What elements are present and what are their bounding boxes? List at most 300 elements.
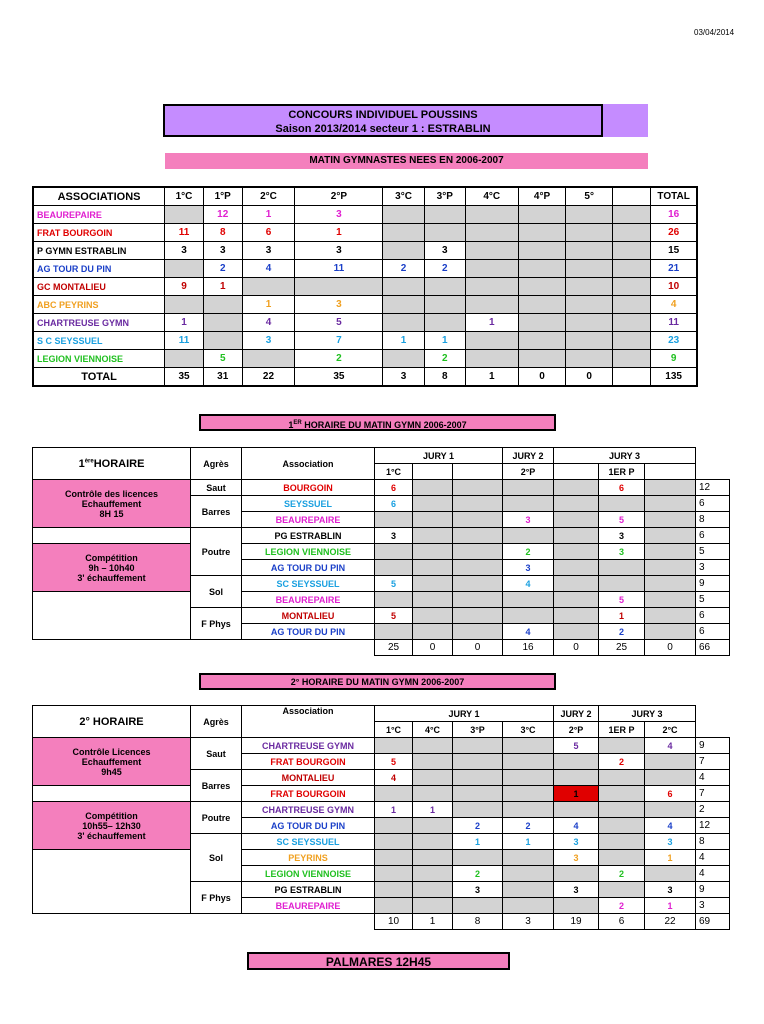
- schedule-row: [33, 480, 730, 496]
- first-schedule-banner: [199, 414, 556, 431]
- summary-cell: [424, 206, 465, 224]
- row-count: 6: [696, 624, 730, 640]
- score-cell: 1: [554, 786, 599, 802]
- association-cell: MONTALIEU: [242, 608, 375, 624]
- jury2-header: JURY 2: [554, 706, 599, 722]
- score-cell: [599, 850, 645, 866]
- score-cell: [453, 512, 503, 528]
- score-cell: 5: [375, 754, 413, 770]
- schedule-row: [33, 850, 730, 866]
- total-cell: 31: [203, 368, 242, 387]
- summary-cell: [612, 224, 650, 242]
- summary-cell: [203, 332, 242, 350]
- empty-cell: [696, 464, 730, 480]
- score-cell: 2: [503, 818, 554, 834]
- score-cell: [375, 818, 413, 834]
- association-cell: SC SEYSSUEL: [242, 834, 375, 850]
- summary-cell: [518, 224, 566, 242]
- schedule-total-cell: 6: [599, 914, 645, 930]
- score-cell: [554, 576, 599, 592]
- total-cell: 35: [295, 368, 383, 387]
- score-cell: [599, 882, 645, 898]
- total-cell: 35: [165, 368, 204, 387]
- summary-cell: [383, 350, 424, 368]
- summary-cell: 2: [203, 260, 242, 278]
- category-header: [453, 464, 503, 480]
- row-count: 12: [696, 818, 730, 834]
- schedule-left-text: Compétition: [85, 810, 138, 821]
- score-cell: [453, 480, 503, 496]
- schedule-left-text: 9h – 10h40: [88, 562, 135, 573]
- summary-column-header: [612, 187, 650, 206]
- score-cell: [503, 496, 554, 512]
- score-cell: 3: [554, 850, 599, 866]
- summary-cell: [165, 260, 204, 278]
- score-cell: [413, 608, 453, 624]
- row-count: 8: [696, 834, 730, 850]
- score-cell: [554, 560, 599, 576]
- summary-cell: 11: [295, 260, 383, 278]
- blank-cell: [33, 914, 375, 930]
- summary-cell: [465, 278, 518, 296]
- jury2-header: JURY 2: [503, 448, 554, 464]
- summary-cell: [612, 278, 650, 296]
- row-count: 3: [696, 898, 730, 914]
- score-cell: [599, 576, 645, 592]
- apparatus-cell: Sol: [191, 834, 242, 882]
- score-cell: [503, 528, 554, 544]
- category-header: 2°C: [645, 722, 696, 738]
- score-cell: [645, 624, 696, 640]
- score-cell: [375, 544, 413, 560]
- score-cell: [413, 882, 453, 898]
- summary-row: [33, 224, 697, 242]
- summary-cell: [424, 314, 465, 332]
- score-cell: 6: [645, 786, 696, 802]
- schedule-left-cell: [33, 802, 191, 850]
- summary-column-header: 4°P: [518, 187, 566, 206]
- score-cell: [413, 898, 453, 914]
- row-count: 9: [696, 576, 730, 592]
- association-cell: MONTALIEU: [242, 770, 375, 786]
- score-cell: [375, 866, 413, 882]
- score-cell: 5: [554, 738, 599, 754]
- summary-column-header: 2°P: [295, 187, 383, 206]
- summary-cell: 15: [651, 242, 697, 260]
- total-cell: 8: [424, 368, 465, 387]
- agres-header: Agrès: [191, 706, 242, 738]
- score-cell: [554, 754, 599, 770]
- summary-cell: 4: [242, 260, 295, 278]
- score-cell: [453, 496, 503, 512]
- summary-column-header: 1°P: [203, 187, 242, 206]
- summary-cell: 1: [242, 206, 295, 224]
- schedule-total-cell: 25: [375, 640, 413, 656]
- summary-cell: 2: [295, 350, 383, 368]
- score-cell: [453, 786, 503, 802]
- association-cell: SEYSSUEL: [242, 496, 375, 512]
- schedule-title-text: HORAIRE: [93, 457, 145, 470]
- summary-cell: [566, 332, 613, 350]
- score-cell: [645, 608, 696, 624]
- empty-cell: [696, 448, 730, 464]
- score-cell: [453, 608, 503, 624]
- summary-column-header: ASSOCIATIONS: [33, 187, 165, 206]
- score-cell: [375, 560, 413, 576]
- title-banner: [163, 104, 603, 137]
- score-cell: [554, 624, 599, 640]
- score-cell: [375, 624, 413, 640]
- summary-cell: [518, 314, 566, 332]
- association-cell: AG TOUR DU PIN: [242, 818, 375, 834]
- score-cell: [599, 818, 645, 834]
- score-cell: [554, 512, 599, 528]
- schedule-left-cell: [33, 738, 191, 786]
- score-cell: 4: [503, 624, 554, 640]
- row-count: 5: [696, 592, 730, 608]
- summary-cell: [424, 224, 465, 242]
- summary-cell: 7: [295, 332, 383, 350]
- row-count: 8: [696, 512, 730, 528]
- summary-cell: [518, 332, 566, 350]
- total-cell: 1: [465, 368, 518, 387]
- category-header: 4°C: [413, 722, 453, 738]
- association-cell: PEYRINS: [242, 850, 375, 866]
- association-header: Association: [242, 706, 375, 738]
- summary-cell: [242, 278, 295, 296]
- score-cell: [453, 738, 503, 754]
- score-cell: [554, 496, 599, 512]
- score-cell: [599, 786, 645, 802]
- schedule-total-cell: 1: [413, 914, 453, 930]
- schedule-left-text: 10h55– 12h30: [82, 820, 141, 831]
- summary-cell: 3: [242, 242, 295, 260]
- summary-cell: [566, 350, 613, 368]
- summary-cell: [424, 278, 465, 296]
- category-header: [413, 464, 453, 480]
- summary-cell: [165, 350, 204, 368]
- summary-cell: 9: [651, 350, 697, 368]
- score-cell: [413, 560, 453, 576]
- score-cell: 6: [375, 480, 413, 496]
- score-cell: [645, 528, 696, 544]
- summary-cell: 23: [651, 332, 697, 350]
- total-label: TOTAL: [33, 368, 165, 387]
- score-cell: 2: [503, 544, 554, 560]
- score-cell: [645, 576, 696, 592]
- score-cell: 1: [645, 850, 696, 866]
- score-cell: 3: [453, 882, 503, 898]
- apparatus-cell: Saut: [191, 480, 242, 496]
- category-header: 1ER P: [599, 464, 645, 480]
- summary-cell: [612, 242, 650, 260]
- score-cell: 2: [599, 624, 645, 640]
- schedule-total-cell: 69: [696, 914, 730, 930]
- page-subtitle: Saison 2013/2014 secteur 1 : ESTRABLIN: [275, 123, 491, 135]
- second-schedule-banner: 2° HORAIRE DU MATIN GYMN 2006-2007: [199, 673, 556, 690]
- association-cell: CHARTREUSE GYMN: [242, 802, 375, 818]
- score-cell: 3: [554, 834, 599, 850]
- score-cell: [453, 576, 503, 592]
- row-count: 9: [696, 738, 730, 754]
- summary-cell: [566, 296, 613, 314]
- title-banner-extension: [603, 104, 648, 137]
- schedule-row: [33, 738, 730, 754]
- row-count: 4: [696, 850, 730, 866]
- summary-cell: [465, 260, 518, 278]
- score-cell: 6: [599, 480, 645, 496]
- score-cell: 5: [599, 512, 645, 528]
- association-cell: FRAT BOURGOIN: [242, 754, 375, 770]
- association-cell: CHARTREUSE GYMN: [242, 738, 375, 754]
- summary-cell: [612, 296, 650, 314]
- score-cell: [453, 850, 503, 866]
- score-cell: [503, 898, 554, 914]
- association-cell: BEAUREPAIRE: [242, 898, 375, 914]
- score-cell: [503, 882, 554, 898]
- schedule-row: [33, 786, 730, 802]
- association-cell: PG ESTRABLIN: [242, 882, 375, 898]
- summary-cell: [383, 242, 424, 260]
- row-count: 2: [696, 802, 730, 818]
- score-cell: [503, 850, 554, 866]
- score-cell: [599, 802, 645, 818]
- summary-cell: [424, 296, 465, 314]
- row-count: 7: [696, 786, 730, 802]
- summary-cell: 12: [203, 206, 242, 224]
- summary-cell: [612, 260, 650, 278]
- total-cell: [612, 368, 650, 387]
- schedule-total-cell: 16: [503, 640, 554, 656]
- score-cell: [554, 592, 599, 608]
- apparatus-cell: Saut: [191, 738, 242, 770]
- score-cell: [599, 738, 645, 754]
- association-name: LEGION VIENNOISE: [33, 350, 165, 368]
- association-name: FRAT BOURGOIN: [33, 224, 165, 242]
- score-cell: [599, 834, 645, 850]
- summary-cell: [242, 350, 295, 368]
- score-cell: 3: [645, 882, 696, 898]
- score-cell: [453, 592, 503, 608]
- second-schedule-table: [32, 705, 730, 930]
- category-header: 2°P: [503, 464, 554, 480]
- score-cell: 3: [503, 512, 554, 528]
- summary-cell: 4: [242, 314, 295, 332]
- score-cell: 3: [554, 882, 599, 898]
- summary-column-header: 2°C: [242, 187, 295, 206]
- score-cell: [375, 738, 413, 754]
- score-cell: [645, 754, 696, 770]
- score-cell: [453, 802, 503, 818]
- summary-cell: [383, 314, 424, 332]
- schedule-total-cell: 66: [696, 640, 730, 656]
- score-cell: 3: [645, 834, 696, 850]
- summary-cell: 1: [203, 278, 242, 296]
- summary-cell: [165, 206, 204, 224]
- first-schedule-table: [32, 447, 730, 656]
- association-cell: LEGION VIENNOISE: [242, 544, 375, 560]
- association-cell: PG ESTRABLIN: [242, 528, 375, 544]
- score-cell: [599, 560, 645, 576]
- score-cell: [554, 802, 599, 818]
- score-cell: 4: [375, 770, 413, 786]
- row-count: 7: [696, 754, 730, 770]
- score-cell: 3: [375, 528, 413, 544]
- schedule-total-cell: 10: [375, 914, 413, 930]
- category-header: [645, 464, 696, 480]
- score-cell: [453, 898, 503, 914]
- schedule-left-cell: [33, 528, 191, 544]
- summary-cell: [612, 314, 650, 332]
- score-cell: [645, 496, 696, 512]
- score-cell: 2: [599, 898, 645, 914]
- summary-cell: [566, 224, 613, 242]
- score-cell: [413, 818, 453, 834]
- score-cell: [413, 786, 453, 802]
- association-cell: BOURGOIN: [242, 480, 375, 496]
- association-name: GC MONTALIEU: [33, 278, 165, 296]
- score-cell: [375, 898, 413, 914]
- score-cell: 2: [599, 866, 645, 882]
- schedule-title-text: 2° HORAIRE: [79, 715, 144, 728]
- schedule-title-superscript: ère: [84, 457, 94, 464]
- score-cell: [453, 544, 503, 560]
- summary-cell: 4: [651, 296, 697, 314]
- summary-row: [33, 332, 697, 350]
- score-cell: [453, 624, 503, 640]
- empty-cell: [696, 722, 730, 738]
- summary-cell: 1: [383, 332, 424, 350]
- score-cell: 3: [503, 560, 554, 576]
- summary-cell: 6: [242, 224, 295, 242]
- summary-cell: 3: [203, 242, 242, 260]
- score-cell: [413, 512, 453, 528]
- summary-cell: 1: [242, 296, 295, 314]
- total-cell: 3: [383, 368, 424, 387]
- summary-cell: [165, 296, 204, 314]
- schedule-total-cell: 0: [453, 640, 503, 656]
- association-name: CHARTREUSE GYMN: [33, 314, 165, 332]
- score-cell: [645, 480, 696, 496]
- score-cell: [413, 624, 453, 640]
- score-cell: [645, 802, 696, 818]
- summary-cell: [295, 278, 383, 296]
- summary-cell: 1: [465, 314, 518, 332]
- score-cell: [599, 496, 645, 512]
- summary-cell: [566, 260, 613, 278]
- schedule-total-row: [33, 914, 730, 930]
- schedule-title-cell: [33, 448, 191, 480]
- summary-cell: 2: [424, 350, 465, 368]
- summary-total-row: [33, 368, 697, 387]
- palmares-banner: PALMARES 12H45: [247, 952, 510, 970]
- morning-banner: MATIN GYMNASTES NEES EN 2006-2007: [165, 153, 648, 169]
- summary-column-header: 3°P: [424, 187, 465, 206]
- score-cell: [375, 512, 413, 528]
- agres-header: Agrès: [191, 448, 242, 480]
- score-cell: [645, 770, 696, 786]
- score-cell: [554, 866, 599, 882]
- score-cell: 5: [599, 592, 645, 608]
- association-name: S C SEYSSUEL: [33, 332, 165, 350]
- category-header: 2°P: [554, 722, 599, 738]
- row-count: 4: [696, 770, 730, 786]
- summary-cell: [465, 224, 518, 242]
- summary-cell: [518, 350, 566, 368]
- schedule-left-cell: [33, 786, 191, 802]
- total-cell: 22: [242, 368, 295, 387]
- summary-row: [33, 350, 697, 368]
- summary-cell: 5: [203, 350, 242, 368]
- jury1-header: JURY 1: [375, 448, 503, 464]
- summary-row: [33, 314, 697, 332]
- summary-cell: [465, 296, 518, 314]
- summary-cell: [518, 296, 566, 314]
- schedule-left-cell: [33, 480, 191, 528]
- jury3-header: JURY 3: [599, 706, 696, 722]
- schedule-total-cell: 0: [413, 640, 453, 656]
- blank-cell: [33, 640, 375, 656]
- category-header: 3°P: [453, 722, 503, 738]
- total-cell: 0: [566, 368, 613, 387]
- schedule-total-cell: 8: [453, 914, 503, 930]
- schedule-title-cell: [33, 706, 191, 738]
- score-cell: 3: [599, 544, 645, 560]
- row-count: 6: [696, 496, 730, 512]
- apparatus-cell: F Phys: [191, 882, 242, 914]
- jury3-header: JURY 3: [554, 448, 696, 464]
- score-cell: 1: [413, 802, 453, 818]
- score-cell: 4: [645, 738, 696, 754]
- summary-cell: [465, 242, 518, 260]
- summary-cell: [518, 278, 566, 296]
- row-count: 12: [696, 480, 730, 496]
- jury1-header: JURY 1: [375, 706, 554, 722]
- score-cell: [599, 770, 645, 786]
- schedule-header-row: [33, 448, 730, 464]
- schedule-total-cell: 19: [554, 914, 599, 930]
- summary-cell: [465, 350, 518, 368]
- schedule-left-text: 9h45: [101, 766, 122, 777]
- schedule-left-text: Contrôle Licences: [72, 746, 151, 757]
- summary-cell: [518, 242, 566, 260]
- summary-row: [33, 296, 697, 314]
- summary-column-header: TOTAL: [651, 187, 697, 206]
- schedule-row: [33, 592, 730, 608]
- summary-cell: 3: [295, 206, 383, 224]
- summary-cell: [203, 296, 242, 314]
- summary-row: [33, 206, 697, 224]
- summary-cell: 21: [651, 260, 697, 278]
- score-cell: 2: [599, 754, 645, 770]
- summary-cell: 26: [651, 224, 697, 242]
- score-cell: [413, 770, 453, 786]
- schedule-left-text: Compétition: [85, 552, 138, 563]
- association-name: AG TOUR DU PIN: [33, 260, 165, 278]
- score-cell: [645, 866, 696, 882]
- score-cell: [503, 738, 554, 754]
- association-cell: LEGION VIENNOISE: [242, 866, 375, 882]
- schedule-total-row: [33, 640, 730, 656]
- summary-cell: [518, 206, 566, 224]
- summary-cell: 3: [295, 296, 383, 314]
- summary-cell: 2: [424, 260, 465, 278]
- score-cell: [453, 528, 503, 544]
- score-cell: [375, 882, 413, 898]
- score-cell: [503, 866, 554, 882]
- score-cell: [413, 738, 453, 754]
- category-header: 1ER P: [599, 722, 645, 738]
